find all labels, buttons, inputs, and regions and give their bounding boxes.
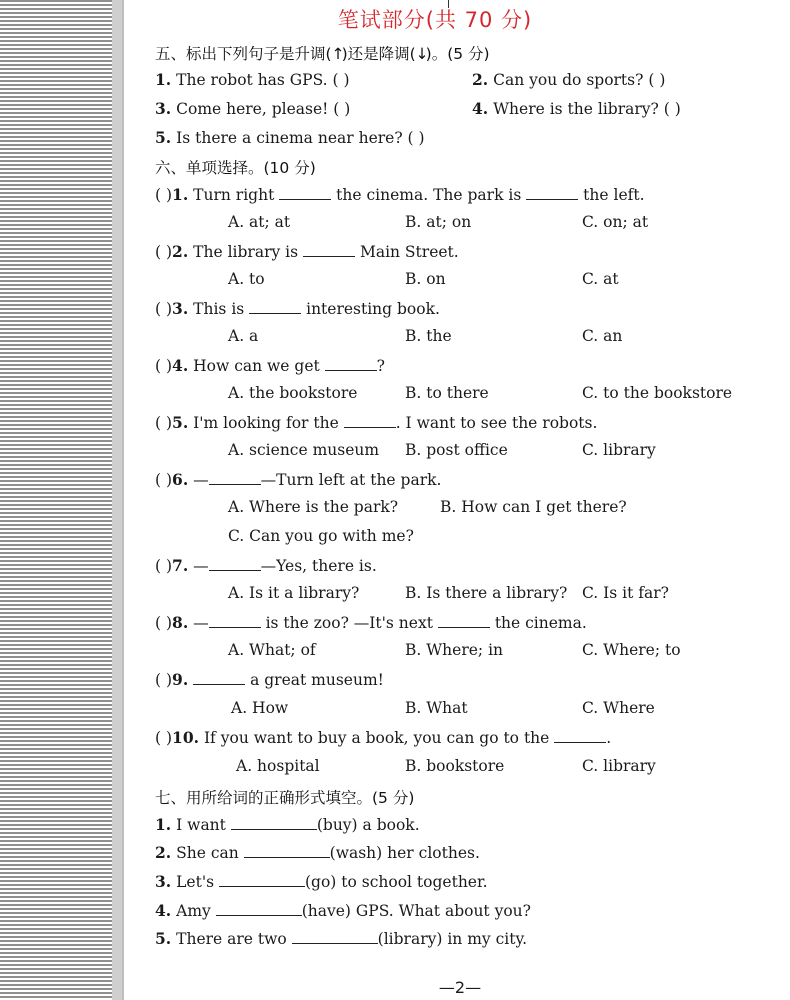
question-5: ( )5. I'm looking for the . I want to see the robots. bbox=[155, 413, 598, 432]
s7-item-5: 5. There are two (library) in my city. bbox=[155, 929, 528, 948]
option-c: C. on; at bbox=[582, 213, 649, 231]
option-b: B. Is there a library? bbox=[405, 584, 568, 602]
option-c: C. Can you go with me? bbox=[228, 527, 414, 545]
answer-blank bbox=[216, 901, 302, 916]
option-a: A. science museum bbox=[228, 441, 380, 459]
answer-blank bbox=[526, 185, 578, 200]
option-b: B. to there bbox=[405, 384, 489, 402]
answer-blank bbox=[244, 843, 330, 858]
section-5-heading bbox=[155, 42, 490, 64]
question-4: ( )4. How can we get ? bbox=[155, 356, 385, 375]
question-9: ( )9. a great museum! bbox=[155, 670, 384, 689]
answer-blank bbox=[279, 185, 331, 200]
answer-blank bbox=[344, 413, 396, 428]
answer-blank bbox=[193, 670, 245, 685]
option-b: B. the bbox=[405, 327, 452, 345]
question-1: ( )1. Turn right the cinema. The park is the left. bbox=[155, 185, 645, 204]
s5-item-2: 2. Can you do sports? ( ) bbox=[472, 70, 666, 89]
option-a: A. Is it a library? bbox=[228, 584, 360, 602]
question-2: ( )2. The library is Main Street. bbox=[155, 242, 459, 261]
question-10: ( )10. If you want to buy a book, you can go to the . bbox=[155, 728, 612, 747]
option-a: A. What; of bbox=[228, 641, 316, 659]
option-a: A. to bbox=[228, 270, 265, 288]
answer-blank bbox=[231, 815, 317, 830]
option-c: C. library bbox=[582, 757, 656, 775]
option-a: A. Where is the park? bbox=[228, 498, 399, 516]
section-6-heading: 六、单项选择。(10 分) bbox=[155, 159, 316, 177]
answer-blank bbox=[438, 613, 490, 628]
option-b: B. at; on bbox=[405, 213, 472, 231]
option-b: B. post office bbox=[405, 441, 508, 459]
option-c: C. library bbox=[582, 441, 656, 459]
s5-item-5: 5. Is there a cinema near here? ( ) bbox=[155, 128, 425, 147]
s7-item-2: 2. She can (wash) her clothes. bbox=[155, 843, 480, 862]
s5-item-4: 4. Where is the library? ( ) bbox=[472, 99, 681, 118]
s5-item-1: 1. The robot has GPS. ( ) bbox=[155, 70, 350, 89]
down-arrow-icon: ↓ bbox=[415, 45, 429, 63]
s7-item-4: 4. Amy (have) GPS. What about you? bbox=[155, 901, 531, 920]
option-a: A. How bbox=[231, 699, 289, 717]
option-a: A. hospital bbox=[236, 757, 320, 775]
option-b: B. What bbox=[405, 699, 468, 717]
s7-item-3: 3. Let's (go) to school together. bbox=[155, 872, 488, 891]
option-c: C. Where; to bbox=[582, 641, 681, 659]
section-7-heading: 七、用所给词的正确形式填空。(5 分) bbox=[155, 789, 415, 807]
answer-blank bbox=[209, 613, 261, 628]
binding-stripes bbox=[0, 0, 112, 1000]
binding-gap bbox=[112, 0, 122, 1000]
option-a: A. at; at bbox=[228, 213, 291, 231]
question-6: ( )6. — —Turn left at the park. bbox=[155, 470, 442, 489]
page-number: —2— bbox=[438, 978, 482, 997]
option-c: C. to the bookstore bbox=[582, 384, 733, 402]
question-7: ( )7. — —Yes, there is. bbox=[155, 556, 377, 575]
option-b: B. on bbox=[405, 270, 446, 288]
page-edge bbox=[122, 0, 124, 1000]
option-c: C. Is it far? bbox=[582, 584, 669, 602]
option-b: B. Where; in bbox=[405, 641, 504, 659]
heading-text: )。(5 分) bbox=[425, 45, 490, 63]
answer-blank bbox=[325, 356, 377, 371]
answer-blank bbox=[554, 728, 606, 743]
answer-blank bbox=[209, 556, 261, 571]
page-title: 笔试部分(共 70 分) bbox=[337, 8, 533, 32]
heading-text: 五、标出下列句子是升调( bbox=[155, 45, 332, 63]
heading-text: )还是降调( bbox=[341, 45, 416, 63]
option-c: C. at bbox=[582, 270, 619, 288]
question-8: ( )8. — is the zoo? —It's next the cinema. bbox=[155, 613, 587, 632]
option-a: A. the bookstore bbox=[228, 384, 358, 402]
option-b: B. bookstore bbox=[405, 757, 505, 775]
option-c: C. an bbox=[582, 327, 623, 345]
question-3: ( )3. This is interesting book. bbox=[155, 299, 440, 318]
answer-blank bbox=[303, 242, 355, 257]
option-a: A. a bbox=[228, 327, 259, 345]
option-b: B. How can I get there? bbox=[440, 498, 627, 516]
option-c: C. Where bbox=[582, 699, 655, 717]
up-arrow-icon: ↑ bbox=[331, 45, 345, 63]
s5-item-3: 3. Come here, please! ( ) bbox=[155, 99, 351, 118]
answer-blank bbox=[249, 299, 301, 314]
answer-blank bbox=[209, 470, 261, 485]
s7-item-1: 1. I want (buy) a book. bbox=[155, 815, 420, 834]
answer-blank bbox=[219, 872, 305, 887]
answer-blank bbox=[292, 929, 378, 944]
